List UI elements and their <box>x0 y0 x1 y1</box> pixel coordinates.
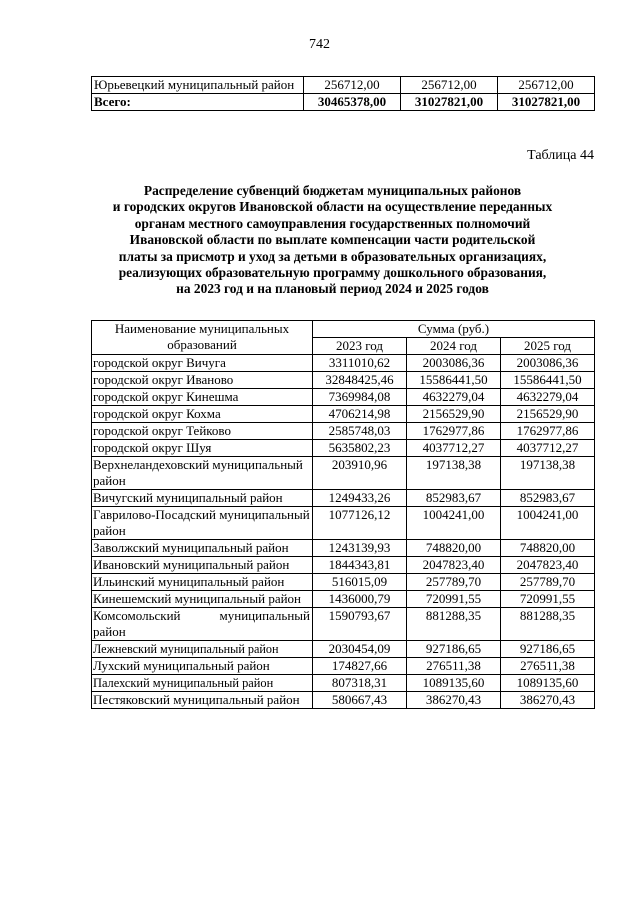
amount-2025: 1089135,60 <box>501 675 595 692</box>
amount-2025: 2047823,40 <box>501 557 595 574</box>
header-2024: 2024 год <box>407 338 501 355</box>
amount-2023: 807318,31 <box>313 675 407 692</box>
amount-2023: 203910,96 <box>313 457 407 490</box>
amount-2023: 174827,66 <box>313 658 407 675</box>
amount-2025: 2003086,36 <box>501 355 595 372</box>
district-name: Пестяковский муниципальный район <box>92 692 313 709</box>
title-line: платы за присмотр и уход за детьми в образовательных организациях, <box>118 248 547 264</box>
amount-2023: 2585748,03 <box>313 423 407 440</box>
amount-2024: 257789,70 <box>407 574 501 591</box>
total-2025: 31027821,00 <box>498 94 595 111</box>
amount-2025: 881288,35 <box>501 608 595 641</box>
amount-2023: 2030454,09 <box>313 641 407 658</box>
table-row <box>92 574 595 591</box>
amount-2023: 4706214,98 <box>313 406 407 423</box>
total-label: Всего: <box>92 94 304 111</box>
amount-2025: 1004241,00 <box>501 507 595 540</box>
table-row <box>92 389 595 406</box>
amount-2025: 15586441,50 <box>501 372 595 389</box>
table-row <box>92 355 595 372</box>
amount-2024: 2047823,40 <box>407 557 501 574</box>
amount-2024: 386270,43 <box>407 692 501 709</box>
district-name: городской округ Кохма <box>92 406 313 423</box>
amount-2024: 1762977,86 <box>407 423 501 440</box>
amount-2025: 256712,00 <box>498 77 595 94</box>
district-name: Юрьевецкий муниципальный район <box>92 77 304 94</box>
amount-2024: 4037712,27 <box>407 440 501 457</box>
table-row <box>92 641 595 658</box>
amount-2024: 2156529,90 <box>407 406 501 423</box>
district-name: Ивановский муниципальный район <box>92 557 313 574</box>
amount-2025: 276511,38 <box>501 658 595 675</box>
amount-2023: 3311010,62 <box>313 355 407 372</box>
amount-2024: 927186,65 <box>407 641 501 658</box>
amount-2024: 1004241,00 <box>407 507 501 540</box>
amount-2023: 1249433,26 <box>313 490 407 507</box>
district-name: городской округ Вичуга <box>92 355 313 372</box>
header-2025: 2025 год <box>501 338 595 355</box>
header-row <box>92 321 595 338</box>
amount-2024: 2003086,36 <box>407 355 501 372</box>
amount-2025: 852983,67 <box>501 490 595 507</box>
title-line: реализующих образовательную программу дошкольного образования, <box>118 265 547 281</box>
amount-2023: 5635802,23 <box>313 440 407 457</box>
district-name: Верхнеландеховский муниципальный район <box>92 457 313 490</box>
page-number: 742 <box>309 37 330 52</box>
amount-2023: 1243139,93 <box>313 540 407 557</box>
district-name: Кинешемский муниципальный район <box>92 591 313 608</box>
district-name: Вичугский муниципальный район <box>92 490 313 507</box>
amount-2025: 4632279,04 <box>501 389 595 406</box>
table-row <box>92 423 595 440</box>
header-name: Наименование муниципальных образований <box>92 321 313 355</box>
amount-2024: 881288,35 <box>407 608 501 641</box>
amount-2024: 276511,38 <box>407 658 501 675</box>
amount-2025: 257789,70 <box>501 574 595 591</box>
amount-2024: 852983,67 <box>407 490 501 507</box>
amount-2025: 927186,65 <box>501 641 595 658</box>
table-row <box>92 406 595 423</box>
table-label: Таблица 44 <box>527 148 594 163</box>
amount-2023: 7369984,08 <box>313 389 407 406</box>
table-row <box>92 490 595 507</box>
amount-2023: 256712,00 <box>304 77 401 94</box>
table-row <box>92 608 595 641</box>
amount-2025: 197138,38 <box>501 457 595 490</box>
district-name: Заволжский муниципальный район <box>92 540 313 557</box>
amount-2025: 386270,43 <box>501 692 595 709</box>
amount-2023: 1077126,12 <box>313 507 407 540</box>
table-row <box>92 77 595 94</box>
amount-2024: 15586441,50 <box>407 372 501 389</box>
district-name: Ильинский муниципальный район <box>92 574 313 591</box>
table-row <box>92 692 595 709</box>
table-row <box>92 507 595 540</box>
district-name: Комсомольский муниципальный район <box>92 608 313 641</box>
district-name: городской округ Тейково <box>92 423 313 440</box>
table-row <box>92 557 595 574</box>
district-name: городской округ Иваново <box>92 372 313 389</box>
district-name: городской округ Кинешма <box>92 389 313 406</box>
amount-2025: 2156529,90 <box>501 406 595 423</box>
amount-2025: 1762977,86 <box>501 423 595 440</box>
table-row <box>92 591 595 608</box>
amount-2023: 1844343,81 <box>313 557 407 574</box>
header-sum: Сумма (руб.) <box>313 321 595 338</box>
table-row <box>92 658 595 675</box>
title-line: и городских округов Ивановской области на осуществление переданных <box>112 199 553 215</box>
amount-2024: 197138,38 <box>407 457 501 490</box>
total-2023: 30465378,00 <box>304 94 401 111</box>
district-name: Палехский муниципальный район <box>92 675 313 692</box>
amount-2024: 720991,55 <box>407 591 501 608</box>
amount-2023: 1590793,67 <box>313 608 407 641</box>
header-2023: 2023 год <box>313 338 407 355</box>
amount-2023: 516015,09 <box>313 574 407 591</box>
total-row <box>92 94 595 111</box>
table-row <box>92 372 595 389</box>
continuation-table <box>91 76 595 111</box>
district-name: Лухский муниципальный район <box>92 658 313 675</box>
title-line: органам местного самоуправления государственных полномочий <box>134 215 531 231</box>
table-row <box>92 440 595 457</box>
document-title <box>60 183 605 298</box>
district-name: Гаврилово-Посадский муниципальный район <box>92 507 313 540</box>
table-row <box>92 675 595 692</box>
district-name: Лежневский муниципальный район <box>92 641 313 658</box>
total-2024: 31027821,00 <box>401 94 498 111</box>
table-row <box>92 457 595 490</box>
amount-2024: 1089135,60 <box>407 675 501 692</box>
amount-2024: 748820,00 <box>407 540 501 557</box>
amount-2024: 4632279,04 <box>407 389 501 406</box>
title-line: на 2023 год и на плановый период 2024 и 2025 годов <box>176 281 489 297</box>
amount-2023: 580667,43 <box>313 692 407 709</box>
table-row <box>92 540 595 557</box>
amount-2024: 256712,00 <box>401 77 498 94</box>
amount-2025: 4037712,27 <box>501 440 595 457</box>
amount-2023: 32848425,46 <box>313 372 407 389</box>
amount-2025: 748820,00 <box>501 540 595 557</box>
title-line: Ивановской области по выплате компенсации части родительской <box>129 232 536 248</box>
subvention-table <box>91 320 595 709</box>
district-name: городской округ Шуя <box>92 440 313 457</box>
amount-2025: 720991,55 <box>501 591 595 608</box>
amount-2023: 1436000,79 <box>313 591 407 608</box>
title-line: Распределение субвенций бюджетам муниципальных районов <box>143 183 522 198</box>
